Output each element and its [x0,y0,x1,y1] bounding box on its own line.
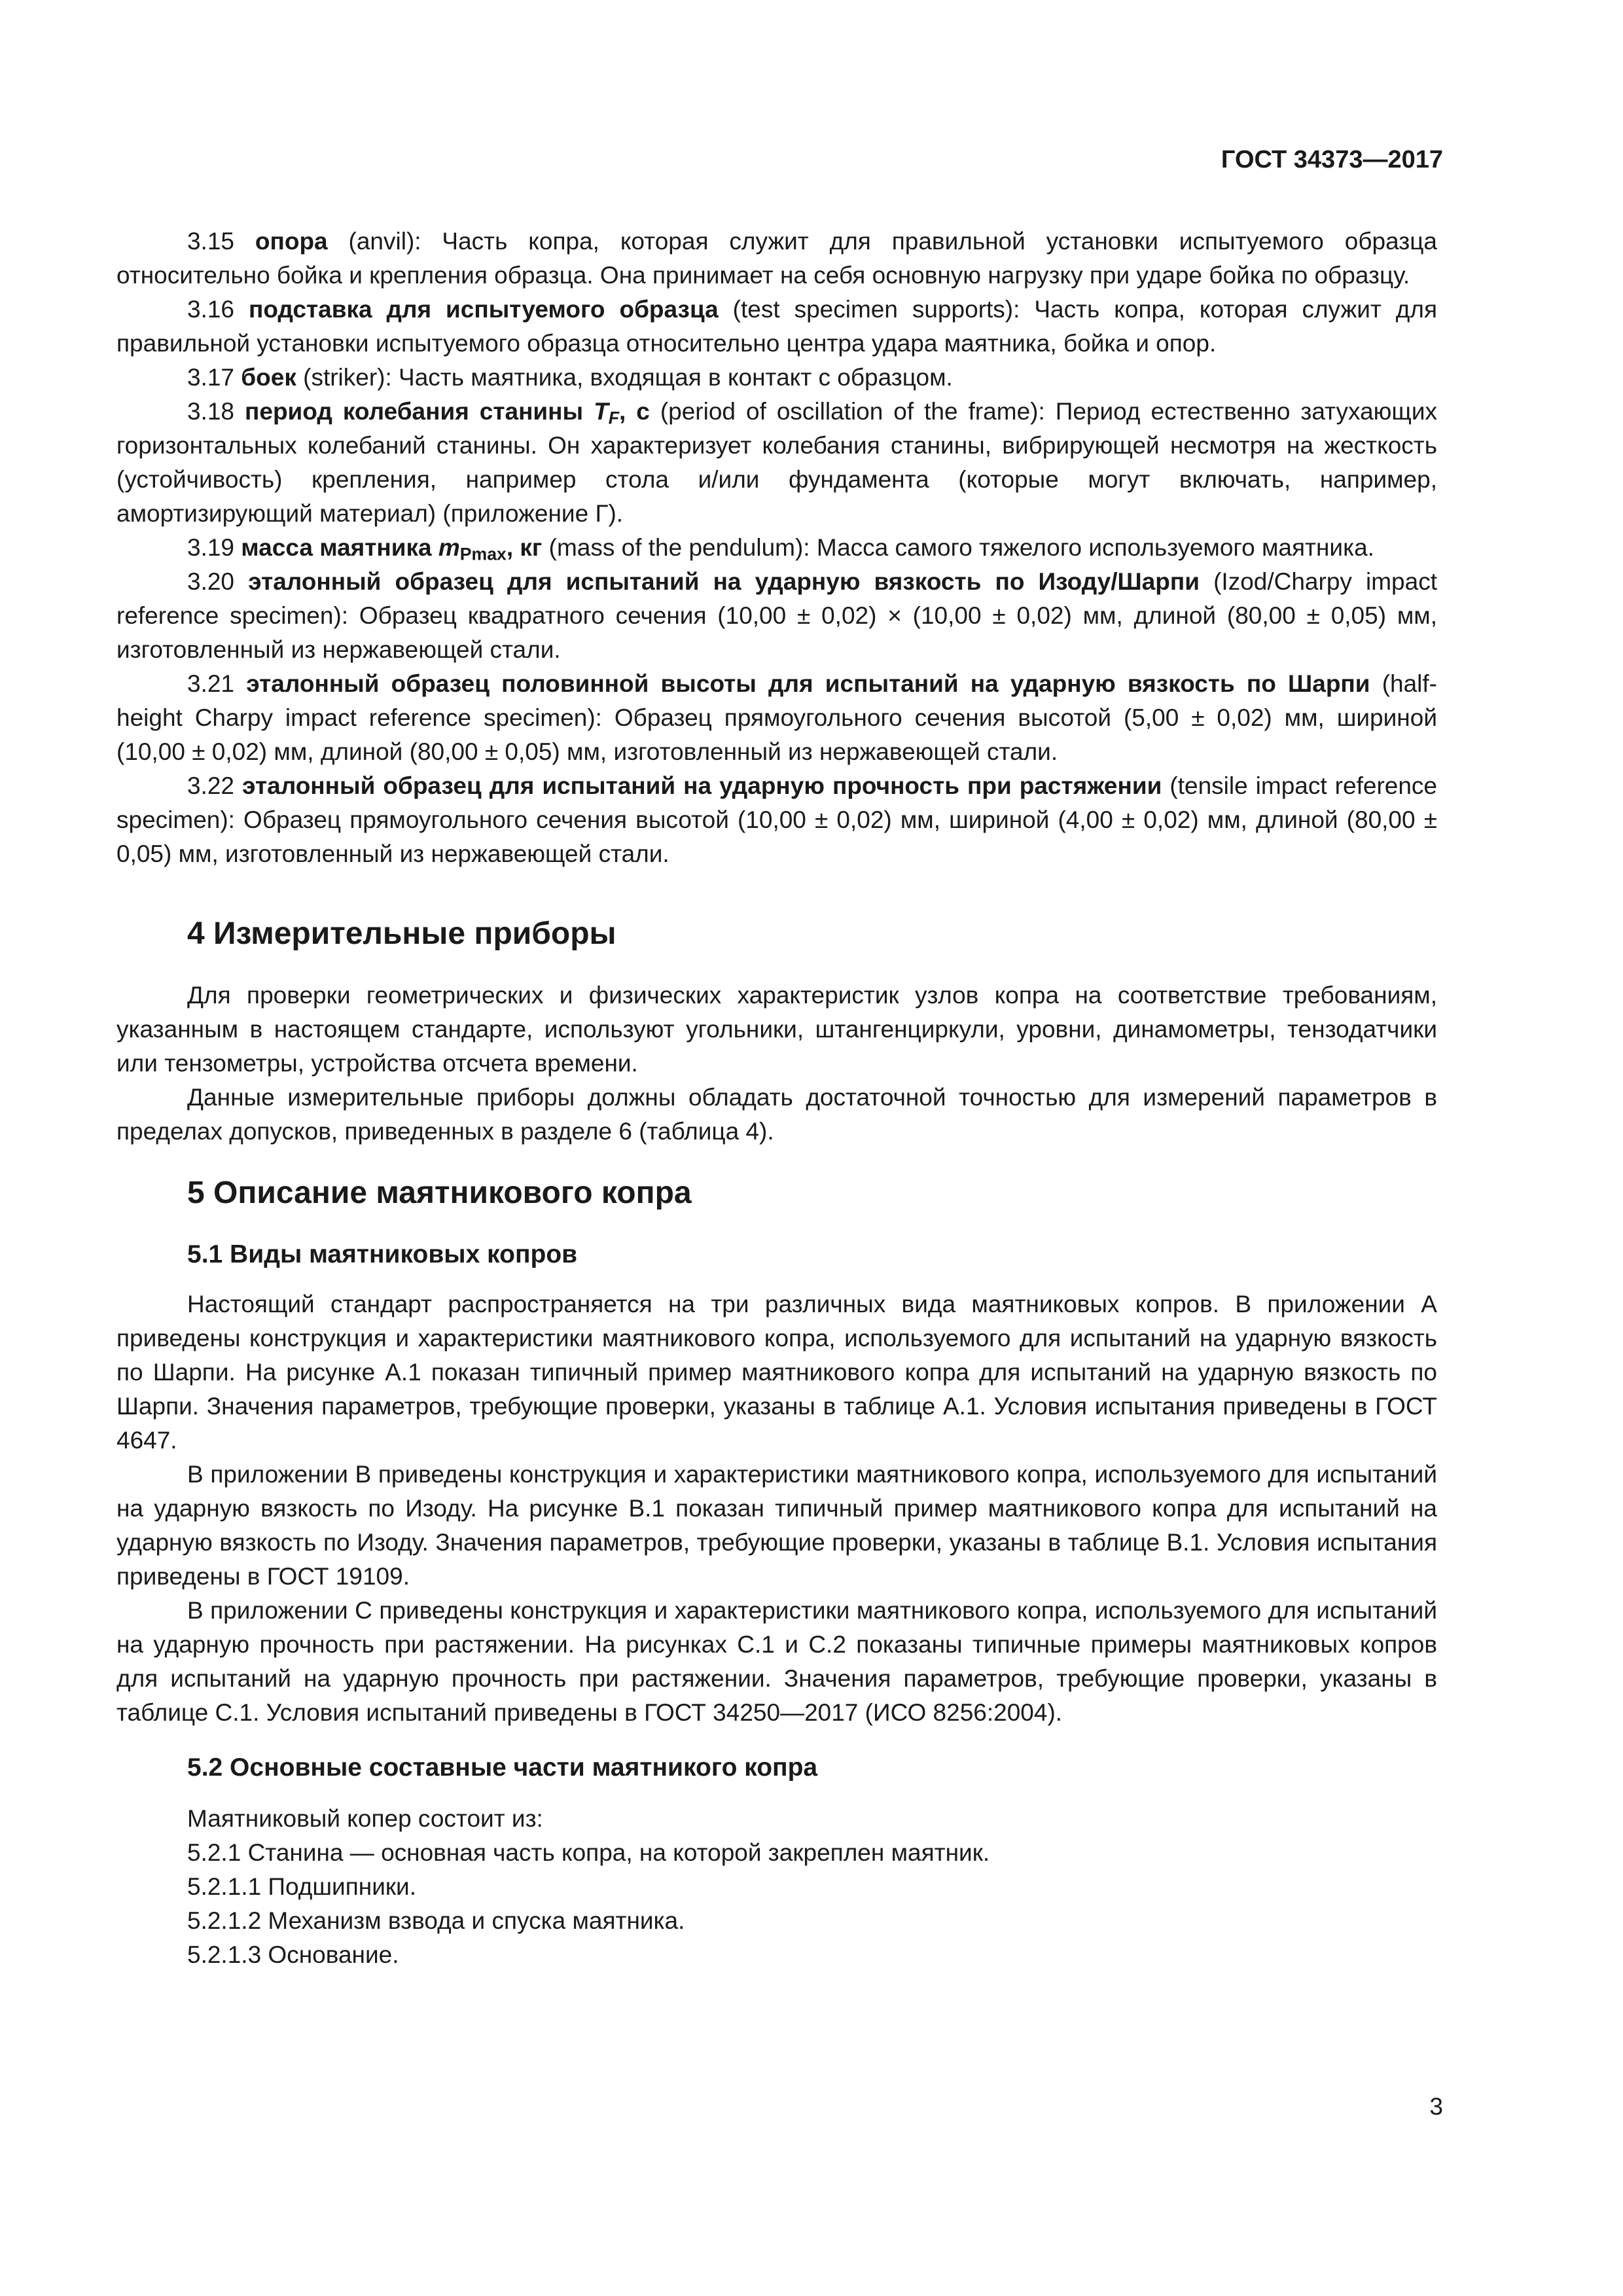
definition-number: 3.18 [187,398,235,425]
definition-text: (period of oscillation of the frame): Период естественно затухающих горизонтальных колебаний станины. Он характеризует колебания станины, вибрирующей несмотря на жесткость (устойчивость) крепления, например стола и/или фундамента (которые могут включать, например, амортизирующий материал) (приложение Г). [116,398,1438,527]
definition-text: (striker): Часть маятника, входящая в контакт с образцом. [296,364,953,391]
list-intro: Маятниковый копер состоит из: [187,1805,543,1832]
symbol-subscript: F [608,408,619,428]
definition-number: 3.21 [187,670,235,697]
definition-term: масса маятника [241,534,438,561]
section-5-1-paragraph: В приложении В приведены конструкция и характеристики маятникового копра, используемого для испытаний на ударную вязкость по Изоду. На рисунке В.1 показан типичный пример маятникового копра для испытаний на ударную вязкость по Изоду. Значения параметров, требующие проверки, указаны в таблице В.1. Условия испытания приведены в ГОСТ 19109. [116,1461,1437,1590]
definition-number: 3.20 [187,568,235,595]
symbol-subscript: Pmax [459,544,507,564]
definition-3-19 [116,531,1437,565]
definition-text: (anvil): Часть копра, которая служит для правильной установки испытуемого образца относительно бойка и крепления образца. Она принимает на себя основную нагрузку при ударе бойка по образцу. [116,228,1438,289]
definition-number: 3.16 [187,296,235,323]
page-number: 3 [1429,2093,1443,2120]
definition-text: (mass of the pendulum): Масса самого тяжелого используемого маятника. [542,534,1374,561]
document-body [116,224,1437,1972]
definition-term: эталонный образец для испытаний на ударную вязкость по Изоду/Шарпи [248,568,1200,595]
symbol: T [594,398,609,425]
definition-3-16 [116,293,1437,361]
definition-term: опора [255,228,328,255]
definition-text: (test specimen supports): Часть копра, которая служит для правильной установки испытуемого образца относительно центра удара маятника, бойка и опор. [116,296,1438,357]
definition-3-22 [116,769,1437,871]
definition-3-15 [116,224,1437,293]
section-5-1-paragraph: Настоящий стандарт распространяется на три различных вида маятниковых копров. В приложении А приведены конструкция и характеристики маятникового копра, используемого для испытаний на ударную вязкость по Шарпи. На рисунке А.1 показан типичный пример маятникового копра для испытаний на ударную вязкость по Шарпи. Значения параметров, требующие проверки, указаны в таблице А.1. Условия испытания приведены в ГОСТ 4647. [116,1291,1437,1454]
definition-text: (tensile impact reference specimen): Образец прямоугольного сечения высотой (10,00 ± 0,02) мм, шириной (4,00 ± 0,02) мм, длиной (80,00 ± 0,05) мм, изготовленный из нержавеющей стали. [116,772,1437,867]
definition-3-20 [116,565,1437,667]
definition-number: 3.15 [187,228,235,255]
unit: , с [618,398,650,425]
section-5-1-paragraph: В приложении С приведены конструкция и характеристики маятникового копра, используемого для испытаний на ударную прочность при растяжении. На рисунках С.1 и С.2 показаны типичные примеры маятниковых копров для испытаний на ударную прочность при растяжении. Значения параметров, требующие проверки, указаны в таблице С.1. Условия испытаний приведены в ГОСТ 34250—2017 (ИСО 8256:2004). [116,1597,1437,1726]
definition-number: 3.22 [187,772,235,799]
definition-3-18 [116,395,1437,531]
section-4-paragraph: Данные измерительные приборы должны обладать достаточной точностью для измерений параметров в пределах допусков, приведенных в разделе 6 (таблица 4). [116,1084,1437,1145]
subsection-5-2-heading: 5.2 Основные составные части маятникого копра [187,1753,818,1782]
section-5-heading: 5 Описание маятникового копра [187,1175,692,1210]
definition-term: подставка для испытуемого образца [248,296,719,323]
definition-3-21 [116,667,1437,769]
definition-text: (half-height Charpy impact reference specimen): Образец прямоугольного сечения высотой (5,00 ± 0,02) мм, шириной (10,00 ± 0,02) мм, длиной (80,00 ± 0,05) мм, изготовленный из нержавеющей стали. [116,670,1437,765]
definition-3-17 [116,361,1437,395]
definition-term: период колебания станины [245,398,594,425]
list-item: 5.2.1.2 Механизм взвода и спуска маятника. [187,1907,685,1934]
document-header: ГОСТ 34373—2017 [1221,146,1443,173]
definition-term: боек [241,364,296,391]
subsection-5-1-heading: 5.1 Виды маятниковых копров [187,1240,578,1268]
section-4-heading: 4 Измерительные приборы [187,916,616,951]
unit: , кг [506,534,543,561]
list-item: 5.2.1.3 Основание. [187,1941,399,1968]
list-item: 5.2.1.1 Подшипники. [187,1873,417,1900]
definition-number: 3.17 [187,364,235,391]
section-4-paragraph: Для проверки геометрических и физических характеристик узлов копра на соответствие требованиям, указанным в настоящем стандарте, используют угольники, штангенциркули, уровни, динамометры, тензодатчики или тензометры, устройства отсчета времени. [116,982,1437,1077]
definition-term: эталонный образец половинной высоты для испытаний на ударную вязкость по Шарпи [246,670,1370,697]
list-item: 5.2.1 Станина — основная часть копра, на которой закреплен маятник. [187,1839,990,1866]
definition-text: (Izod/Charpy impact reference specimen): Образец квадратного сечения (10,00 ± 0,02) × (10,00 ± 0,02) мм, длиной (80,00 ± 0,05) мм, изготовленный из нержавеющей стали. [116,568,1437,663]
symbol: m [438,534,460,561]
definition-term: эталонный образец для испытаний на ударную прочность при растяжении [242,772,1162,799]
definition-number: 3.19 [187,534,235,561]
